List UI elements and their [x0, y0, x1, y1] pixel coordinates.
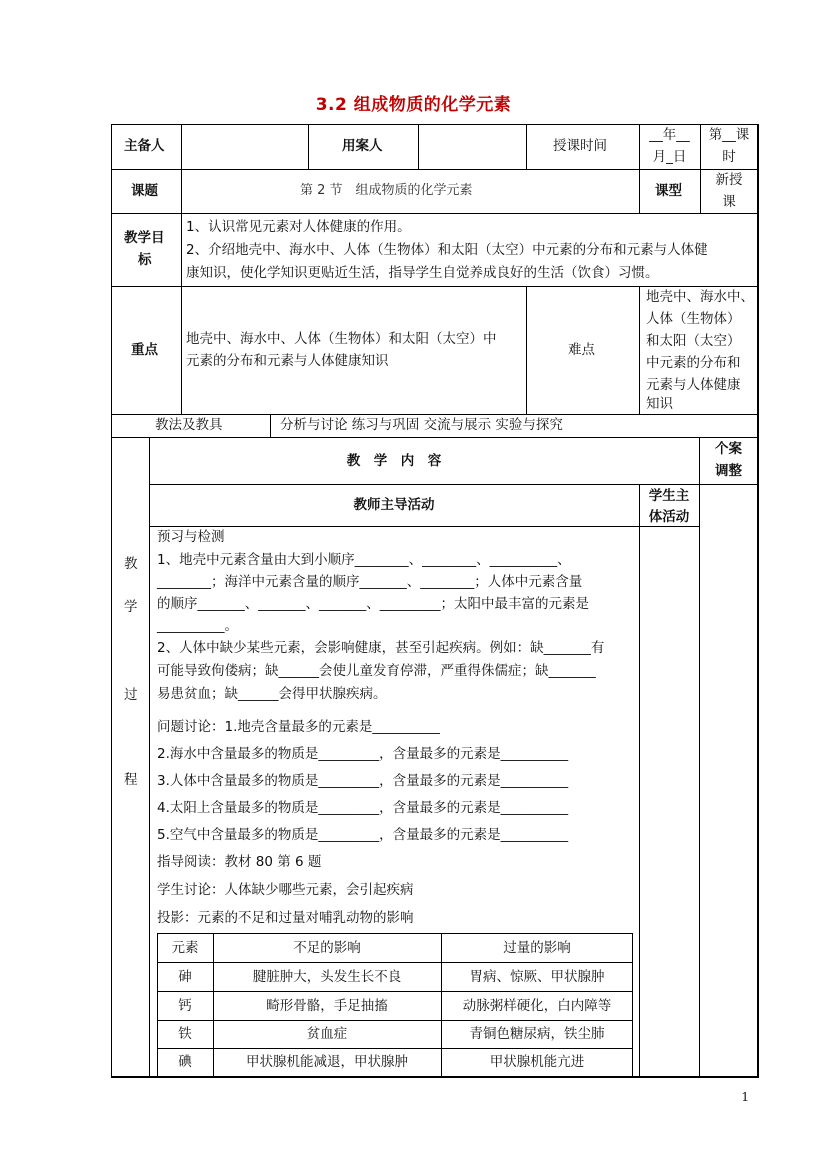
process-side-label: 学	[124, 599, 138, 615]
body-line: 问题讨论：1.地壳含量最多的元素是__________	[157, 719, 440, 735]
methods-label: 教法及教具	[155, 417, 223, 433]
process-side-label: 过	[124, 687, 138, 703]
table-cell: 贫血症	[306, 1026, 348, 1042]
topic-value: 第 2 节 组成物质的化学元素	[300, 183, 473, 198]
body-line: 3.人体中含量最多的物质是_________，含量最多的元素是__________	[157, 773, 569, 789]
difficulty-line: 地壳中、海水中、	[646, 289, 754, 305]
body-line: 的顺序_______、_______、_______、_________；太阳中最丰富的元素是	[157, 596, 589, 612]
table-cell: 钙	[178, 998, 192, 1014]
table-cell: 甲状腺机能减退，甲状腺肿	[246, 1054, 408, 1070]
table-header-excess: 过量的影响	[503, 940, 571, 956]
topic-label: 课题	[131, 183, 158, 199]
goals-line3: 康知识，使化学知识更贴近生活，指导学生自觉养成良好的生活（饮食）习惯。	[186, 265, 659, 281]
table-header-element: 元素	[171, 940, 199, 956]
body-line: 可能导致佝偻病；缺______会使儿童发育停滞，严重得侏儒症；缺_______	[157, 663, 596, 679]
body-line: 易患贫血；缺______会得甲状腺疾病。	[157, 686, 387, 702]
body-line: ________；海洋中元素含量的顺序_______、________；人体中元素含量	[157, 574, 583, 590]
table-cell: 砷	[178, 969, 192, 985]
table-cell: 铁	[178, 1026, 192, 1042]
student-activity-header-line2: 体活动	[648, 509, 690, 525]
body-line: 4.太阳上含量最多的物质是_________，含量最多的元素是__________	[157, 800, 569, 816]
adjust-header-line1: 个案	[715, 441, 742, 457]
body-line: 2.海水中含量最多的物质是_________，含量最多的元素是__________	[157, 746, 569, 762]
period-top: 第__课	[708, 127, 750, 143]
lesson-type-label: 课型	[655, 183, 682, 199]
body-line: 投影：元素的不足和过量对哺乳动物的影响	[157, 910, 414, 926]
body-line: 1、地壳中元素含量由大到小顺序________、________、__________、	[157, 552, 571, 568]
user-label: 用案人	[342, 138, 383, 154]
difficulty-line: 元素与人体健康	[646, 377, 741, 393]
date-year: __年__	[649, 127, 690, 143]
process-side-label: 教	[124, 556, 138, 572]
difficulty-line: 中元素的分布和	[646, 355, 741, 371]
content-header: 教 学 内 容	[346, 453, 442, 469]
goals-label-line1: 教学目	[124, 230, 165, 246]
table-cell: 动脉粥样硬化，白内障等	[462, 998, 612, 1014]
table-header-deficiency: 不足的影响	[293, 940, 361, 956]
table-cell: 甲状腺机能亢进	[489, 1054, 585, 1070]
page-title: 3.2 组成物质的化学元素	[315, 95, 512, 115]
key-point-label: 重点	[131, 342, 158, 358]
body-line: __________。	[157, 618, 238, 634]
period-bottom: 时	[722, 149, 736, 165]
table-cell: 胃病、惊厥、甲状腺肿	[469, 969, 605, 985]
difficulty-line: 人体（生物体）	[646, 311, 741, 327]
adjust-header-line2: 调整	[715, 463, 742, 479]
process-side-label: 程	[124, 772, 138, 788]
lesson-type-line1: 新授	[715, 172, 743, 188]
goals-label-line2: 标	[138, 252, 152, 268]
body-line: 2、人体中缺少某些元素，会影响健康，甚至引起疾病。例如：缺_______有	[157, 640, 605, 656]
lesson-type-line2: 课	[722, 194, 736, 210]
date-month-day: 月_日	[652, 149, 687, 165]
body-line: 指导阅读：教材 80 第 6 题	[157, 854, 322, 870]
body-line: 预习与检测	[157, 529, 225, 545]
time-label: 授课时间	[553, 138, 607, 154]
preparer-label: 主备人	[124, 138, 165, 154]
teacher-activity-header: 教师主导活动	[353, 497, 435, 513]
goals-line1: 1、认识常见元素对人体健康的作用。	[186, 219, 411, 235]
methods-value: 分析与讨论 练习与巩固 交流与展示 实验与探究	[280, 417, 563, 433]
table-cell: 腱脏肿大，头发生长不良	[252, 969, 402, 985]
table-cell: 碘	[178, 1054, 192, 1070]
difficulty-label: 难点	[568, 342, 595, 358]
goals-line2: 2、介绍地壳中、海水中、人体（生物体）和太阳（太空）中元素的分布和元素与人体健	[186, 242, 708, 258]
difficulty-line: 知识	[646, 396, 673, 412]
key-point-line1: 地壳中、海水中、人体（生物体）和太阳（太空）中	[186, 331, 497, 347]
student-activity-header-line1: 学生主	[648, 488, 690, 504]
table-cell: 青铜色糖尿病，铁尘肺	[469, 1026, 605, 1042]
table-cell: 畸形骨骼，手足抽搐	[266, 998, 388, 1014]
body-line: 学生讨论：人体缺少哪些元素，会引起疾病	[157, 882, 414, 898]
body-line: 5.空气中含量最多的物质是_________，含量最多的元素是__________	[157, 827, 569, 843]
page-number: 1	[741, 1090, 749, 1104]
key-point-line2: 元素的分布和元素与人体健康知识	[186, 353, 389, 369]
difficulty-line: 和太阳（太空）	[646, 333, 741, 349]
